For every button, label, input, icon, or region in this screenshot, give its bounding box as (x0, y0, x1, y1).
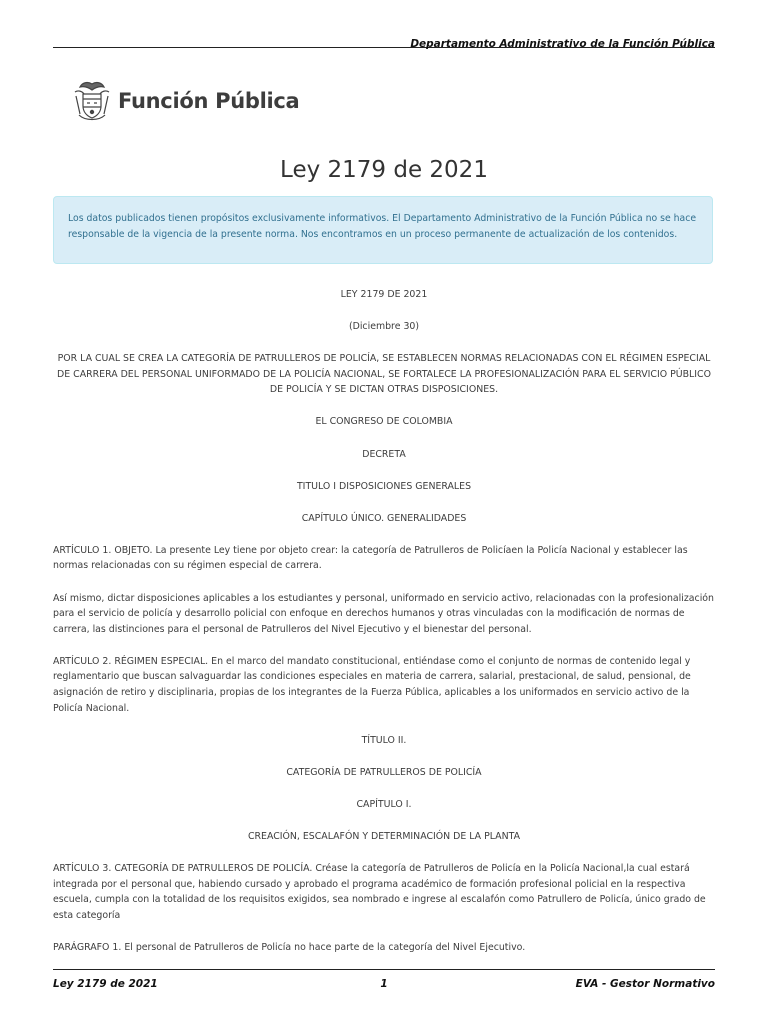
footer-page-number: 1 (380, 978, 388, 990)
page-header (53, 26, 715, 48)
title-2-heading: TÍTULO II. (361, 734, 407, 746)
law-heading: LEY 2179 DE 2021 (340, 289, 428, 300)
footer-law-name: Ley 2179 de 2021 (53, 978, 158, 990)
title-2-name: CATEGORÍA DE PATRULLEROS DE POLICÍA (286, 766, 482, 778)
article-2: ARTÍCULO 2. RÉGIMEN ESPECIAL. En el marco del mandato constitucional, entiéndase como el conjunto de normas de contenido legal y reglamentario que buscan salvaguardar las condiciones especiales en materia de carrera, salarial, prestacional, de salud, pensional, de asignación de retiro y disciplinaria, propias de los integrantes de la Fuerza Pública, aplicables a los uniformados en servicio activo de la Policía Nacional. (53, 655, 691, 714)
brand-logo[interactable] (70, 78, 299, 124)
article-1-paragraph-2: Así mismo, dictar disposiciones aplicables a los estudiantes y personal, uniformado en servicio activo, relacionadas con la profesionalización para el servicio de policía y desarrollo policial con enfoque en derechos humanos y otras vinculadas con la modificación de normas de carrera, las distinciones para el personal de Patrulleros del Nivel Ejecutivo y el bienestar del personal. (53, 592, 714, 635)
article-3: ARTÍCULO 3. CATEGORÍA DE PATRULLEROS DE POLICÍA. Créase la categoría de Patrulleros de Policía en la Policía Nacional,la cual estará integrada por el personal que, habiendo cursado y aprobado el programa académico de formación profesional policial en la respectiva escuela, cumpla con la totalidad de los requisitos exigidos, sea nombrado e ingrese al escalafón como Patrullero de Policía, único grado de esta categoría (53, 863, 706, 921)
law-summary: POR LA CUAL SE CREA LA CATEGORÍA DE PATRULLEROS DE POLICÍA, SE ESTABLECEN NORMAS RELACIONADAS CON EL RÉGIMEN ESPECIAL DE CARRERA DEL PERSONAL UNIFORMADO DE LA POLICÍA NACIONAL, SE FORTALECE LA PROFESIONALIZACIÓN PARA EL SERVICIO PÚBLICO DE POLICÍA Y SE DICTAN OTRAS DISPOSICIONES. (57, 353, 711, 396)
article-1: ARTÍCULO 1. OBJETO. La presente Ley tiene por objeto crear: la categoría de Patrulleros de Policíaen la Policía Nacional y establecer las normas relacionadas con su régimen especial de carrera. (53, 544, 688, 572)
decree-heading: DECRETA (362, 448, 406, 460)
issuer: EL CONGRESO DE COLOMBIA (315, 416, 453, 428)
chapter-unique-heading: CAPÍTULO ÚNICO. GENERALIDADES (301, 512, 467, 524)
chapter-1-name: CREACIÓN, ESCALAFÓN Y DETERMINACIÓN DE LA PLANTA (247, 830, 521, 842)
page-footer (53, 969, 715, 992)
footer-system-name: EVA - Gestor Normativo (575, 978, 715, 990)
brand-name: Función Pública (118, 89, 300, 113)
info-notice: Los datos publicados tienen propósitos exclusivamente informativos. El Departamento Administrativo de la Función Pública no se hace responsable de la vigencia de la presente norma. Nos encontramos en un proceso permanente de actualización de los contenidos. (53, 196, 713, 264)
document-body (53, 287, 715, 972)
title-1-heading: TITULO I DISPOSICIONES GENERALES (296, 480, 472, 492)
law-date: (Diciembre 30) (348, 321, 420, 333)
colombia-coat-of-arms-icon (70, 78, 114, 124)
header-organization: Departamento Administrativo de la Función Pública (410, 38, 715, 50)
page-title: Ley 2179 de 2021 (280, 157, 488, 183)
chapter-1-heading: CAPÍTULO I. (356, 798, 412, 810)
paragraph-1: PARÁGRAFO 1. El personal de Patrulleros de Policía no hace parte de la categoría del Nivel Ejecutivo. (53, 941, 526, 953)
